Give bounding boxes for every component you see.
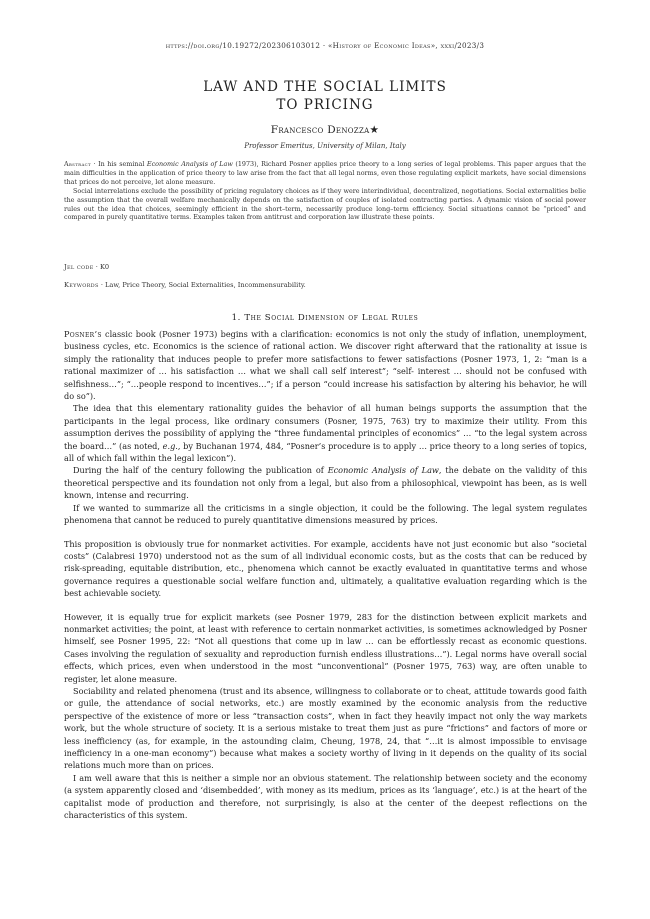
keywords-label: Keywords bbox=[64, 281, 99, 289]
abstract-paragraph-2: Social interrelations exclude the possibility of pricing regulatory choices as if they were interindividual, decentralized, negotiations. Social externalities belie the assumption that the overall welfare mechanically depends on the satisfaction of couples of isolated contracting parties. A dynamic vision of social power rules out the idea that choices, seemingly efficient in the short–term, necessarily produce long–term efficiency. Social situations cannot be “priced” and compared in purely quantitative terms. Examples taken from antitrust and corporation law illustrate these points. bbox=[64, 186, 586, 222]
body-book-title: Economic Analysis of Law bbox=[327, 465, 439, 476]
body-paragraph: Sociability and related phenomena (trust and its absence, willingness to collaborate or to cheat, attitude towards good faith or guile, the attendance of social networks, etc.) are mostly examined by the economic analysis from the reductive perspective of the existence of more or less “transaction costs”, when in fact they heavily impact not only the way markets work, but the whole structure of society. It is a serious mistake to treat them just as pure “frictions” and factors of more or less inefficiency (as, for example, in the astounding claim, Cheung, 1978, 24, that “…it is almost impossible to envisage inefficiency in a one-man economy”) because what makes a society worthy of living in it depends on the quality of its social relations much more than on prices. bbox=[64, 685, 587, 771]
body-text-span: , the debate on the validity of this theoretical perspective and its foundation not only from a legal, but also from a philosophical, viewpoint has been, as is well known, intense and recurring. bbox=[64, 465, 588, 501]
running-head: https://doi.org/10.19272/202306103012 · «History of Economic Ideas», xxxi/2023/3 bbox=[165, 41, 485, 50]
body-italic: e.g. bbox=[162, 440, 178, 451]
body-text-span: During the half of the century following the publication of bbox=[73, 465, 328, 476]
body-paragraph bbox=[64, 464, 587, 501]
title-line-1: LAW AND THE SOCIAL LIMITS bbox=[203, 79, 447, 95]
body-text-span: The idea that this elementary rationality guides the behavior of all human beings supports the assumption that the participants in the legal process, like ordinary consumers (Posner, 1975, 763) try to maximize their utility. From this assumption derives the possibility of applying the “three fundamental principles of economics” … “to the legal system across the board…” (as noted, bbox=[64, 403, 587, 451]
jel-code bbox=[64, 263, 586, 271]
body-text bbox=[64, 328, 587, 821]
body-paragraph: If we wanted to summarize all the criticisms in a single objection, it could be the following. The legal system regulates phenomena that cannot be reduced to purely quantitative dimensions measured by prices. bbox=[64, 502, 587, 526]
body-text-span: classic book (Posner 1973) begins with a clarification: economics is not only the study of inflation, unemployment, business cycles, etc. Economics is the science of rational action. We discover right afterward that the rationality at issue is simply the rationality that induces people to prefer more satisfactions to fewer satisfactions (Posner 1973, 1, 2: “man is a rational maximizer of … his satisfaction … what we shall call self interest”; “self- interest … should not be confused with selfishness…”; “…people respond to incentives…”; if a person “could increase his satisfaction by altering his behavior, he will do so”). bbox=[64, 329, 587, 402]
body-paragraph: This proposition is obviously true for nonmarket activities. For example, accidents have not just economic but also “societal costs” (Calabresi 1970) understood not as the sum of all individual economic costs, but as the costs that can be reduced by risk-spreading, equitable distribution, etc., phenomena which cannot be exactly evaluated in quantitative terms and whose governance requires a questionable social welfare function and, ultimately, a qualitative evaluation regarding which is the best achievable society. bbox=[64, 538, 587, 599]
section-heading: 1. The Social Dimension of Legal Rules bbox=[231, 313, 419, 323]
abstract bbox=[64, 160, 586, 222]
paper-title bbox=[0, 78, 650, 114]
jel-value: · K0 bbox=[93, 263, 110, 271]
keywords bbox=[64, 281, 586, 289]
keywords-value: · Law, Price Theory, Social Externalities, Incommensurability. bbox=[98, 281, 306, 289]
abstract-text: (1973), Richard Posner applies price theory to a long series of legal problems. This paper argues that the main difficulties in the application of price theory to law arise from the fact that all legal norms, even those regulating explicit markets, have social dimensions that prices do not perceive, let alone measure. bbox=[64, 160, 586, 186]
abstract-text: · In his seminal bbox=[91, 160, 147, 168]
body-lead-word: Posner’s bbox=[64, 329, 102, 339]
body-paragraph: However, it is equally true for explicit markets (see Posner 1979, 283 for the distinction between explicit markets and nonmarket activities; the point, at least with reference to certain nonmarket activities, is sometimes acknowledged by Posner himself, see Posner 1995, 22: “Not all questions that come up in law … can be effortlessly recast as economic questions. Cases involving the regulation of sexuality and reproduction furnish endless illustrations…”). Legal norms have overall social effects, which prices, even when understood in the most “unconventional” (Posner 1975, 763) way, are often unable to register, let alone measure. bbox=[64, 611, 587, 684]
author-name: Francesco Denozza★ bbox=[270, 124, 380, 136]
abstract-label: Abstract bbox=[64, 160, 91, 168]
abstract-paragraph-1 bbox=[64, 160, 586, 187]
jel-label: Jel code bbox=[64, 263, 94, 271]
abstract-book-title: Economic Analysis of Law bbox=[146, 160, 233, 168]
author-affiliation: Professor Emeritus, University of Milan, Italy bbox=[244, 142, 406, 150]
title-line-2: TO PRICING bbox=[276, 97, 374, 113]
body-text-span: , by Buchanan 1974, 484, “Posner’s procedure is to apply … price theory to a long series of topics, all of which fall within the legal lexicon”). bbox=[64, 440, 587, 464]
body-paragraph bbox=[64, 402, 587, 464]
body-paragraph bbox=[64, 328, 587, 402]
body-paragraph: I am well aware that this is neither a simple nor an obvious statement. The relationship between society and the economy (a system apparently closed and ‘disembedded’, with money as its medium, prices as its ‘language’, etc.) is at the heart of the capitalist mode of production and therefore, not surprisingly, is also at the center of the deepest reflections on the characteristics of this system. bbox=[64, 772, 587, 821]
